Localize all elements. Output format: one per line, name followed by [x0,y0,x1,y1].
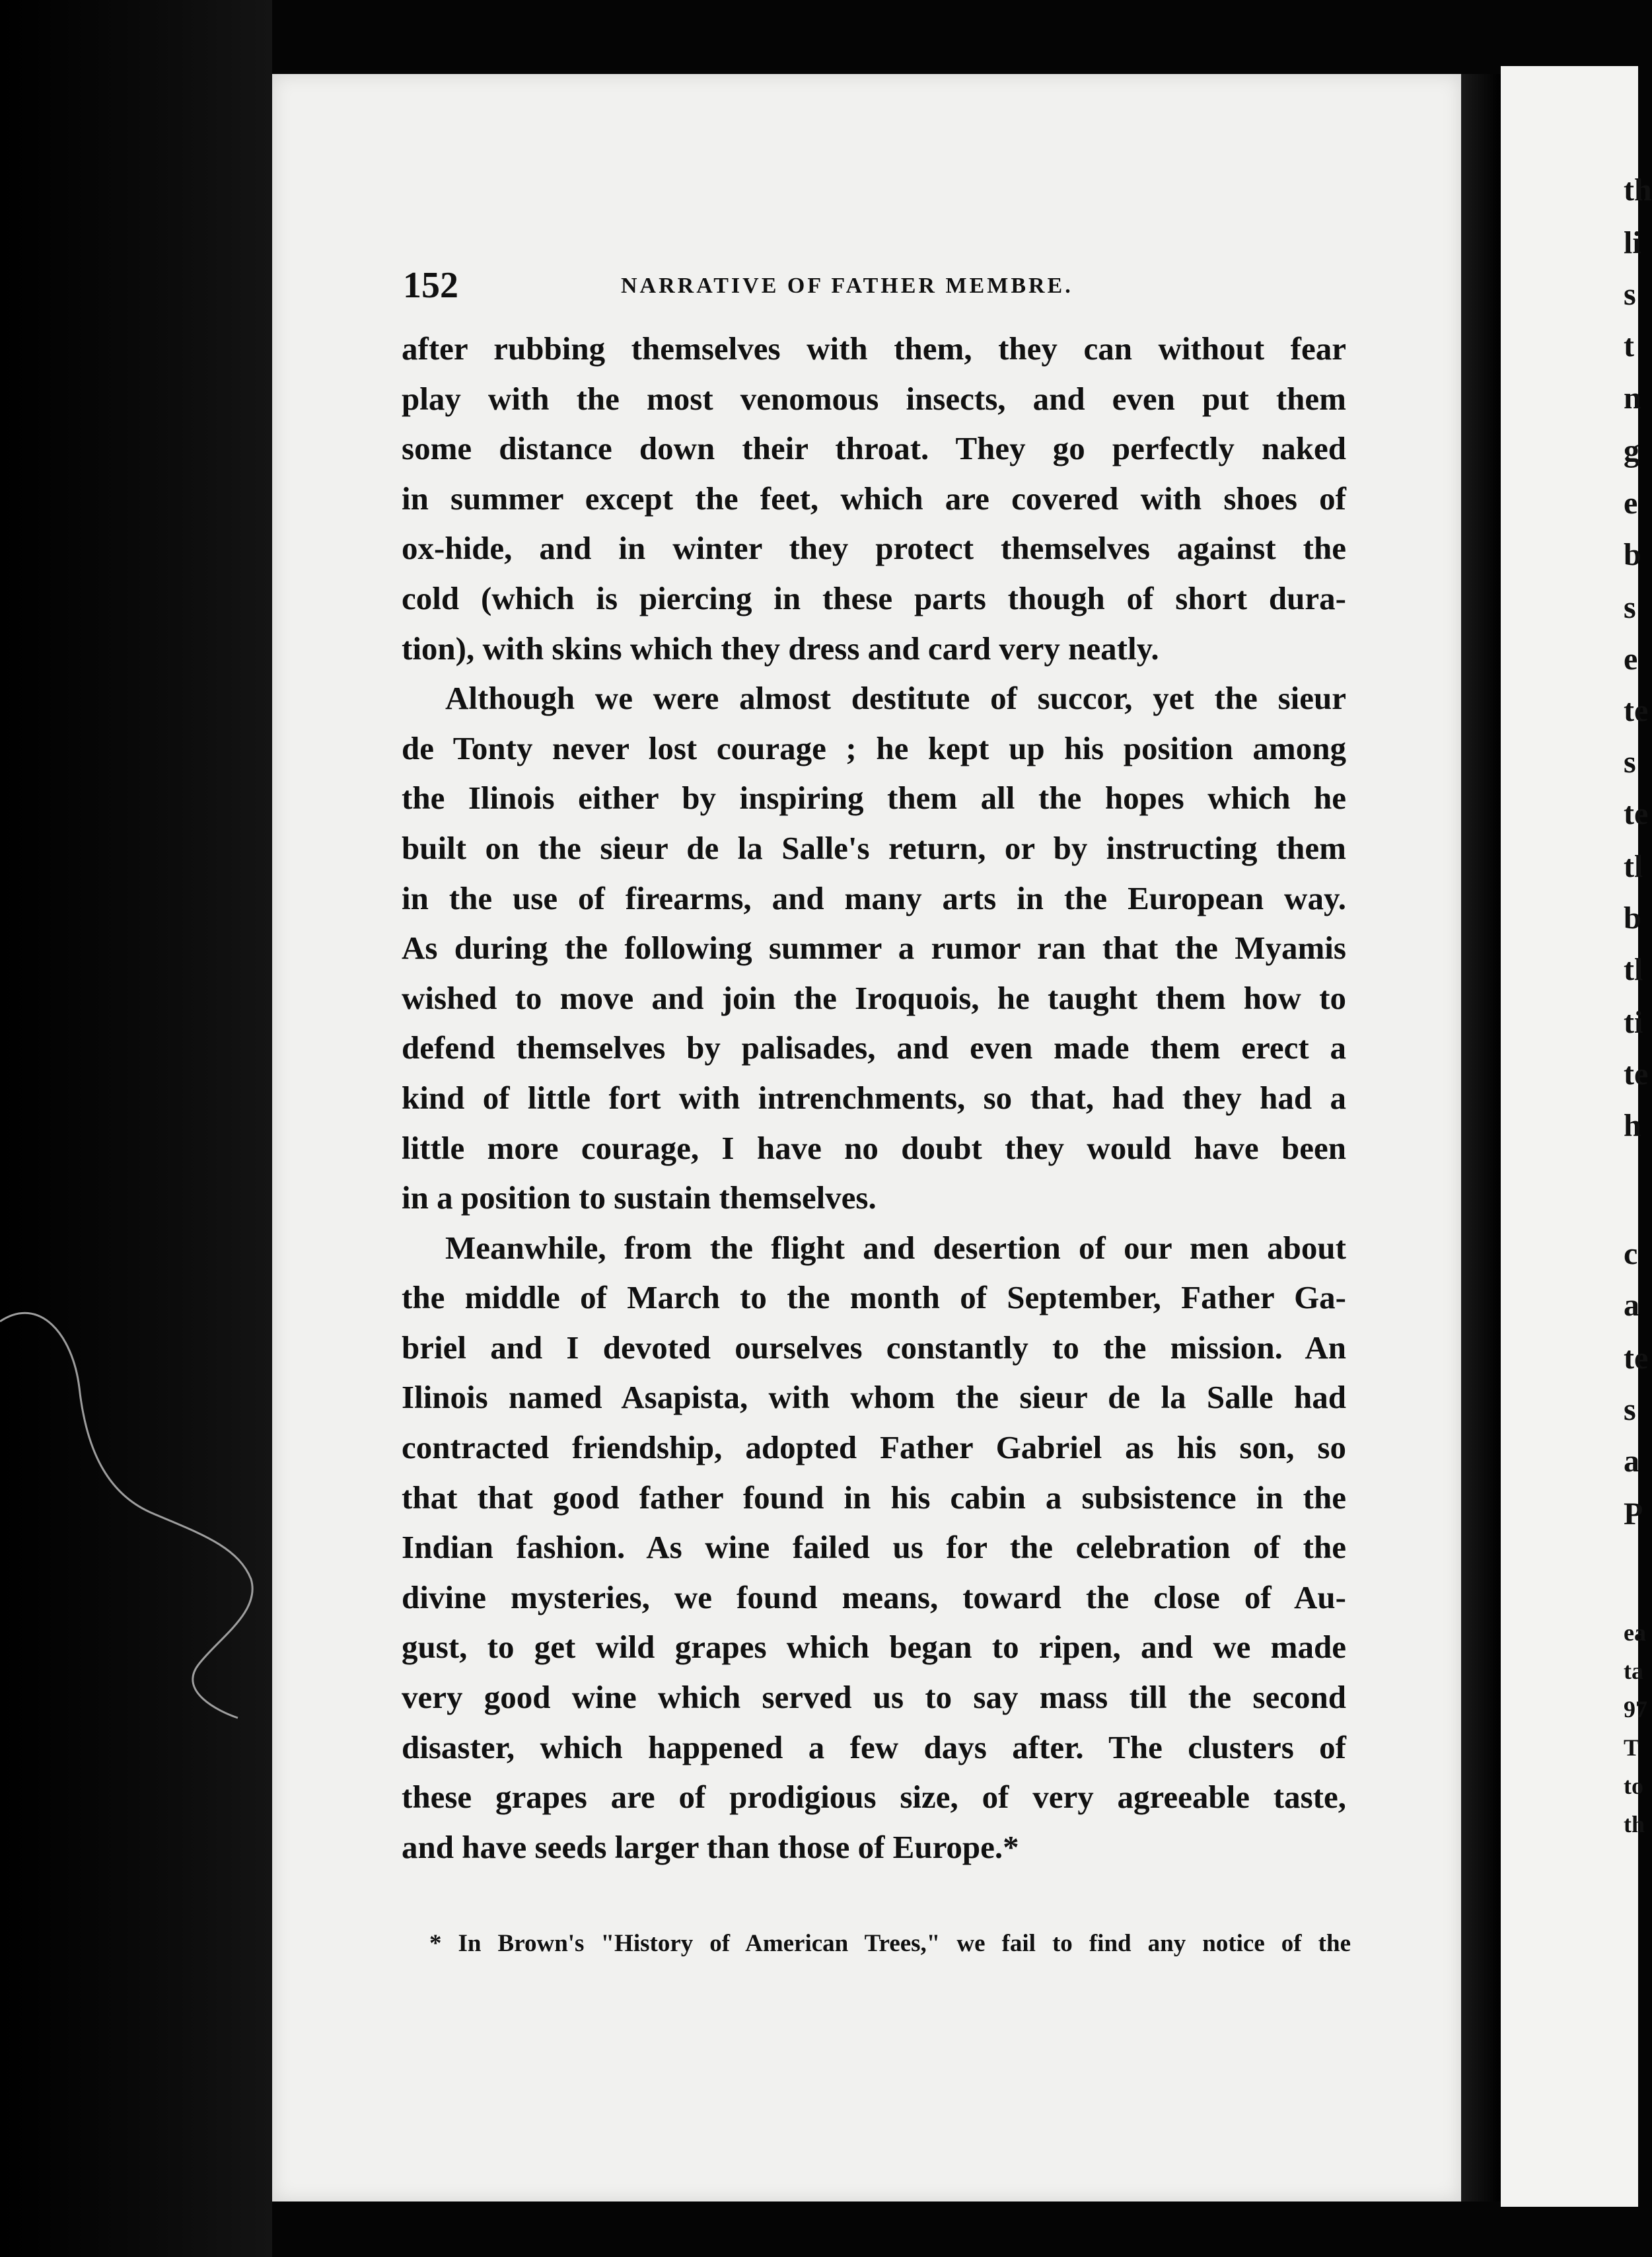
facing-page-fragment: 97 [1624,1696,1647,1722]
paragraph [402,673,1346,1223]
text-line: Although we were almost destitute of succor, yet the sieur [445,680,1346,717]
text-line: kind of little fort with intrenchments, so that, had they had a [402,1079,1346,1116]
book-gutter [1461,74,1501,2202]
text-line: very good wine which served us to say mass till the second [402,1679,1346,1716]
facing-page-fragment: s [1624,745,1636,780]
text-line: play with the most venomous insects, and even put them [402,380,1346,417]
text-line: As during the following summer a rumor ran that the Myamis [402,930,1346,967]
scan-background-left [0,0,272,2257]
facing-page-fragment: te [1624,1341,1649,1376]
text-line: Ilinois named Asapista, with whom the sieur de la Salle had [402,1379,1346,1416]
text-line: disaster, which happened a few days after. The clusters of [402,1728,1346,1765]
paragraph [402,1223,1346,1872]
text-line: the Ilinois either by inspiring them all the hopes which he [402,780,1346,817]
facing-page-fragment: s [1624,1392,1636,1427]
facing-page-edge [1501,66,1652,2207]
facing-page-fragment: c [1624,1236,1638,1271]
paragraph [402,324,1346,673]
text-line: that that good father found in his cabin a subsistence in the [402,1479,1346,1516]
running-head [403,264,1347,311]
text-line: Indian fashion. As wine failed us for the celebration of the [402,1529,1346,1566]
facing-page-fragment: li [1624,225,1641,260]
facing-page-fragment: e [1624,642,1638,677]
facing-page-fragment: t [1624,328,1634,363]
facing-page-fragment: g [1624,433,1639,468]
text-line: the middle of March to the month of September, Father Ga- [402,1279,1346,1316]
text-line: tion), with skins which they dress and card very neatly. [402,630,1159,667]
facing-page-fragment: th [1624,172,1652,207]
text-line: little more courage, I have no doubt they would have been [402,1129,1346,1166]
facing-page-fragment: te [1624,693,1649,728]
facing-page-fragment: e [1624,486,1638,521]
facing-page-fragment: a [1624,1444,1639,1479]
text-line: contracted friendship, adopted Father Gabriel as his son, so [402,1429,1346,1466]
text-line: in a position to sustain themselves. [402,1179,877,1216]
running-title: NARRATIVE OF FATHER MEMBRE. [621,274,1073,298]
facing-page-fragment: s [1624,590,1636,625]
text-line: and have seeds larger than those of Europe.* [402,1828,1019,1865]
text-line: ox-hide, and in winter they protect themselves against the [402,530,1346,567]
facing-page-fragment: a [1624,1288,1639,1323]
facing-page-fragment: ta [1624,1658,1643,1684]
text-line: built on the sieur de la Salle's return, or by instructing them [402,829,1346,866]
footnote: * In Brown's "History of American Trees," we fail to find any notice of the [429,1930,1351,1957]
facing-page-fragment: te [1624,1056,1649,1092]
text-line: in the use of firearms, and many arts in the European way. [402,879,1346,916]
facing-page-fragment: P [1624,1497,1643,1532]
stray-fiber [0,1295,264,1718]
facing-page-fragment: te [1624,796,1649,831]
text-line: briel and I devoted ourselves constantly to the mission. An [402,1329,1346,1366]
facing-page-fragment: th [1624,1811,1645,1837]
text-line: de Tonty never lost courage ; he kept up his position among [402,729,1346,766]
text-line: Meanwhile, from the flight and desertion of our men about [445,1229,1346,1266]
facing-page-fragment: T [1624,1734,1640,1761]
facing-page-fragment: tl [1624,952,1643,987]
text-line: defend themselves by palisades, and even made them erect a [402,1029,1346,1066]
text-line: wished to move and join the Iroquois, he taught them how to [402,979,1346,1016]
facing-page-fragment: b [1624,901,1641,936]
text-line: these grapes are of prodigious size, of very agreeable taste, [402,1779,1346,1816]
text-line: in summer except the feet, which are covered with shoes of [402,480,1346,517]
body-text [402,324,1346,1872]
facing-page-fragment: n [1624,381,1641,416]
text-line: after rubbing themselves with them, they can without fear [402,330,1346,367]
text-line: some distance down their throat. They go perfectly naked [402,430,1346,467]
facing-page-fragment: to [1624,1773,1643,1799]
facing-page-fragment: s [1624,277,1636,312]
text-line: divine mysteries, we found means, toward the close of Au- [402,1578,1346,1615]
text-line: cold (which is piercing in these parts though of short dura- [402,579,1346,616]
facing-page-fragment: b [1624,537,1641,572]
text-line: gust, to get wild grapes which began to ripen, and we made [402,1629,1346,1666]
page-number: 152 [403,265,458,306]
facing-page-fragment: ti [1624,1005,1643,1040]
facing-page-fragment: ea [1624,1619,1646,1646]
facing-page-fragment: tl [1624,849,1643,884]
facing-page-fragment: h [1624,1108,1641,1143]
